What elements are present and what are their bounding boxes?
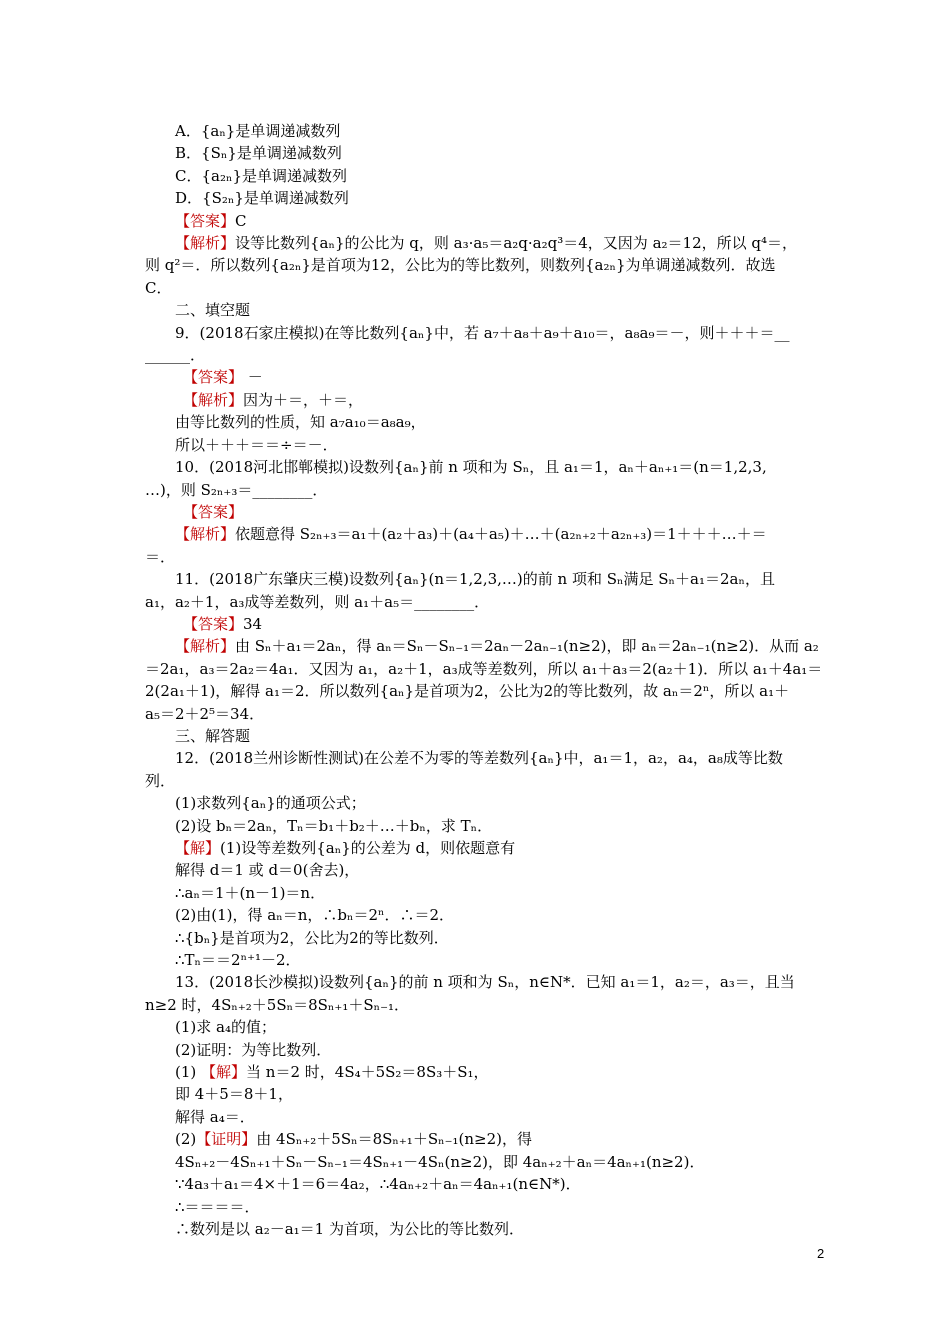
answer-tag: 【答案】 xyxy=(183,502,244,521)
text-line: 由等比数列的性质，知 a₇a₁₀＝a₈a₉， xyxy=(175,413,426,432)
text-line: ∴aₙ＝1＋(n－1)＝n． xyxy=(175,883,326,902)
answer-line xyxy=(145,366,810,388)
solution-tag: 【解】 xyxy=(175,839,221,857)
text-line: 所以＋＋＋＝＝÷＝－． xyxy=(175,435,338,454)
analysis-line xyxy=(145,523,810,545)
text-line: ＝2a₁，a₃＝2a₂＝4a₁．又因为 a₁，a₂＋1，a₃成等差数列，所以 a₁＋a₃＝2(a₂＋1)．所以 a₁＋4a₁＝ xyxy=(145,659,823,678)
answer-value: 34 xyxy=(243,614,263,633)
answer-value: C xyxy=(235,211,247,230)
proof-tag: 【证明】 xyxy=(196,1130,257,1149)
page-number: 2 xyxy=(817,1246,825,1261)
part-label: (2) xyxy=(175,1130,197,1149)
text-line: 2(2a₁＋1)，解得 a₁＝2．所以数列{aₙ}是首项为2，公比为2的等比数列，故 aₙ＝2ⁿ，所以 a₁＋ xyxy=(145,682,790,701)
analysis-tag: 【解析】 xyxy=(175,234,236,253)
answer-tag: 【答案】 xyxy=(183,614,244,633)
part-label: (1) xyxy=(175,1063,202,1082)
text-line: 4Sₙ₊₂－4Sₙ₊₁＋Sₙ－Sₙ₋₁＝4Sₙ₊₁－4Sₙ(n≥2)，即 4aₙ₊₂＋aₙ＝4aₙ₊₁(n≥2)． xyxy=(175,1152,705,1171)
question-13: 13．(2018长沙模拟)设数列{aₙ}的前 n 项和为 Sₙ，n∈N*．已知 a₁＝1，a₂＝，a₃＝，且当 xyxy=(175,973,795,992)
answer-line xyxy=(145,613,810,635)
answer-line xyxy=(145,501,810,523)
analysis-tag: 【解析】 xyxy=(175,637,236,656)
analysis-text: 由 Sₙ＋a₁＝2aₙ，得 aₙ＝Sₙ－Sₙ₋₁＝2aₙ－2aₙ₋₁(n≥2)，即 aₙ＝2aₙ₋₁(n≥2)．从而 a₂ xyxy=(235,637,819,656)
option-c: C．{a₂ₙ}是单调递减数列 xyxy=(175,166,348,185)
document-body xyxy=(145,120,823,1240)
answer-tag: 【答案】 xyxy=(183,368,244,387)
proof-text: 由 4Sₙ₊₂＋5Sₙ＝8Sₙ₊₁＋Sₙ₋₁(n≥2)，得 xyxy=(256,1130,532,1149)
solution-line xyxy=(145,1061,810,1083)
text-line: 解得 a₄＝． xyxy=(175,1107,255,1126)
section-heading: 三、解答题 xyxy=(175,726,251,745)
analysis-text: 设等比数列{aₙ}的公比为 q，则 a₃·a₅＝a₂q·a₂q³＝4，又因为 a₂＝12，所以 q⁴＝， xyxy=(235,234,797,253)
text-line: a₅＝2＋2⁵＝34． xyxy=(145,704,265,723)
text-line: ∴{bₙ}是首项为2，公比为2的等比数列． xyxy=(175,928,449,947)
sub-question: (1)求 a₄的值； xyxy=(175,1018,276,1037)
sub-question: (1)求数列{aₙ}的通项公式； xyxy=(175,794,366,813)
question-9: 9．(2018石家庄模拟)在等比数列{aₙ}中，若 a₇＋a₈＋a₉＋a₁₀＝，a₈a₉＝－，则＋＋＋＝__ xyxy=(175,323,790,342)
text-line: C． xyxy=(145,278,172,297)
text-line: ＝． xyxy=(145,547,176,566)
answer-line xyxy=(145,210,810,232)
text-line: n≥2 时，4Sₙ₊₂＋5Sₙ＝8Sₙ₊₁＋Sₙ₋₁． xyxy=(145,995,410,1014)
analysis-line xyxy=(145,635,819,657)
text-line: ∴Tₙ＝＝2ⁿ⁺¹－2． xyxy=(175,951,301,970)
option-a: A．{aₙ}是单调递减数列 xyxy=(175,122,341,140)
option-d: D．{S₂ₙ}是单调递减数列 xyxy=(175,189,349,208)
text-line: ∵4a₃＋a₁＝4×＋1＝6＝4a₂，∴4aₙ₊₂＋aₙ＝4aₙ₊₁(n∈N*)． xyxy=(175,1175,581,1194)
text-line: 解得 d＝1 或 d＝0(舍去)， xyxy=(175,861,360,880)
option-b: B．{Sₙ}是单调递减数列 xyxy=(175,144,342,163)
question-10: 10．(2018河北邯郸模拟)设数列{aₙ}前 n 项和为 Sₙ，且 a₁＝1，aₙ＋aₙ₊₁＝(n＝1,2,3, xyxy=(175,458,767,477)
analysis-text: 依题意得 S₂ₙ₊₃＝a₁＋(a₂＋a₃)＋(a₄＋a₅)＋…＋(a₂ₙ₊₂＋a₂ₙ₊₃)＝1＋＋＋…＋＝ xyxy=(235,525,767,544)
analysis-tag: 【解析】 xyxy=(183,390,244,409)
analysis-line xyxy=(145,389,810,411)
text-line: 列． xyxy=(145,771,176,790)
text-line: ______． xyxy=(145,346,206,365)
text-line: ∴数列是以 a₂－a₁＝1 为首项，为公比的等比数列． xyxy=(175,1219,524,1238)
analysis-text: 因为＋＝，＋＝， xyxy=(243,390,364,409)
analysis-line xyxy=(145,232,810,254)
solution-line xyxy=(145,837,810,859)
text-line: ∴＝＝＝＝． xyxy=(175,1197,260,1216)
solution-text: (1)设等差数列{aₙ}的公差为 d，则依题意有 xyxy=(220,839,516,857)
answer-value: － xyxy=(243,368,263,387)
text-line: 即 4＋5＝8＋1， xyxy=(175,1085,293,1104)
text-line: …)，则 S₂ₙ₊₃＝________． xyxy=(145,480,328,499)
solution-tag: 【解】 xyxy=(201,1063,247,1082)
text-line: 则 q²＝．所以数列{a₂ₙ}是首项为12，公比为的等比数列，则数列{a₂ₙ}为单调递减数列．故选 xyxy=(145,256,776,275)
sub-question: (2)设 bₙ＝2aₙ，Tₙ＝b₁＋b₂＋…＋bₙ，求 Tₙ． xyxy=(175,816,493,835)
text-line: a₁，a₂＋1，a₃成等差数列，则 a₁＋a₅＝________． xyxy=(145,592,490,611)
sub-question: (2)证明：为等比数列． xyxy=(175,1040,332,1059)
solution-text: 当 n＝2 时，4S₄＋5S₂＝8S₃＋S₁， xyxy=(246,1063,489,1082)
question-12: 12．(2018兰州诊断性测试)在公差不为零的等差数列{aₙ}中，a₁＝1，a₂，a₄，a₈成等比数 xyxy=(175,749,783,768)
proof-line xyxy=(145,1128,810,1150)
analysis-tag: 【解析】 xyxy=(175,525,236,544)
text-line: (2)由(1)，得 aₙ＝n，∴bₙ＝2ⁿ．∴＝2． xyxy=(175,906,455,925)
answer-tag: 【答案】 xyxy=(175,211,236,230)
section-heading: 二、填空题 xyxy=(175,301,251,320)
question-11: 11．(2018广东肇庆三模)设数列{aₙ}(n＝1,2,3,…)的前 n 项和 Sₙ满足 Sₙ＋a₁＝2aₙ，且 xyxy=(175,570,775,589)
